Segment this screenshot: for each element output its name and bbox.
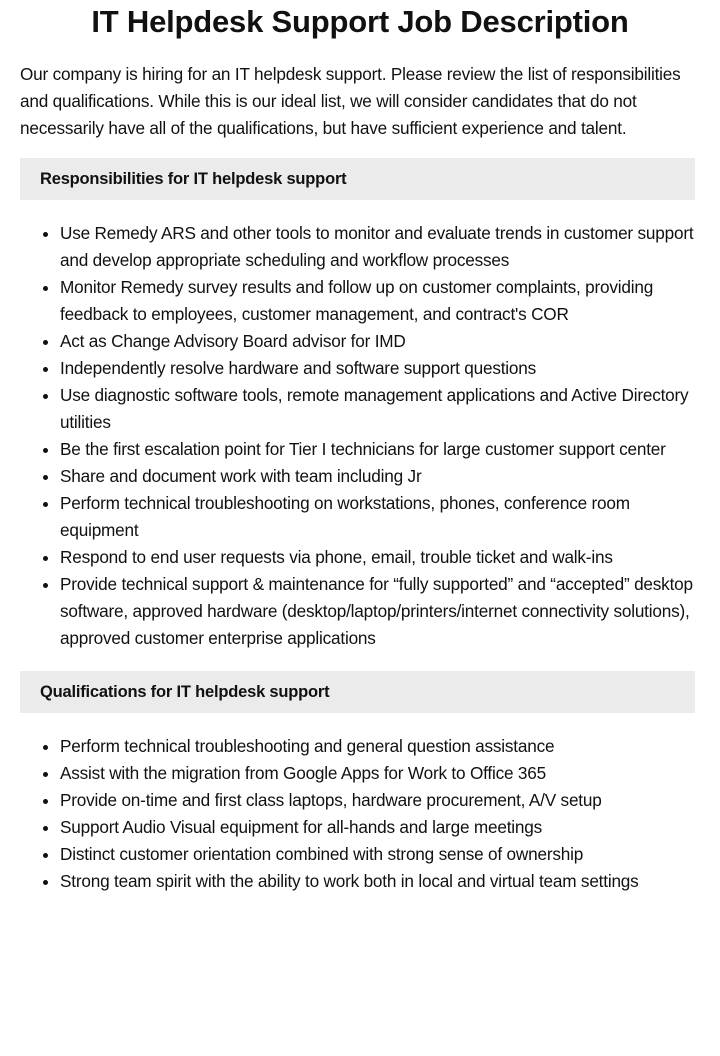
list-item: • Provide on-time and first class laptops, hardware procurement, A/V setup <box>60 787 700 814</box>
list-item: • Perform technical troubleshooting and general question assistance <box>60 733 700 760</box>
list-item: • Monitor Remedy survey results and follow up on customer complaints, providing feedback to employees, customer management, and contract's COR <box>60 274 700 328</box>
qualifications-heading: Qualifications for IT helpdesk support <box>20 671 695 713</box>
list-item: • Act as Change Advisory Board advisor for IMD <box>60 328 700 355</box>
responsibilities-heading: Responsibilities for IT helpdesk support <box>20 158 695 200</box>
list-item: • Perform technical troubleshooting on workstations, phones, conference room equipment <box>60 490 700 544</box>
list-item: • Assist with the migration from Google Apps for Work to Office 365 <box>60 760 700 787</box>
list-item: • Share and document work with team including Jr <box>60 463 700 490</box>
list-item: • Use Remedy ARS and other tools to monitor and evaluate trends in customer support and develop appropriate scheduling and workflow processes <box>60 220 700 274</box>
qualifications-list <box>0 733 700 895</box>
responsibilities-list <box>0 220 700 652</box>
list-item: • Independently resolve hardware and software support questions <box>60 355 700 382</box>
list-item: • Support Audio Visual equipment for all-hands and large meetings <box>60 814 700 841</box>
page-title: IT Helpdesk Support Job Description <box>91 4 629 39</box>
list-item: • Provide technical support & maintenance for “fully supported” and “accepted” desktop software, approved hardware (desktop/laptop/printers/internet connectivity solutions), approved customer enterprise applications <box>60 571 700 652</box>
list-item: • Respond to end user requests via phone, email, trouble ticket and walk-ins <box>60 544 700 571</box>
list-item: • Be the first escalation point for Tier I technicians for large customer support center <box>60 436 700 463</box>
intro-paragraph: Our company is hiring for an IT helpdesk support. Please review the list of responsibilities and qualifications. While this is our ideal list, we will consider candidates that do not necessarily have all of the qualifications, but have sufficient experience and talent. <box>20 64 681 138</box>
list-item: • Distinct customer orientation combined with strong sense of ownership <box>60 841 700 868</box>
list-item: • Use diagnostic software tools, remote management applications and Active Directory utilities <box>60 382 700 436</box>
list-item: • Strong team spirit with the ability to work both in local and virtual team settings <box>60 868 700 895</box>
